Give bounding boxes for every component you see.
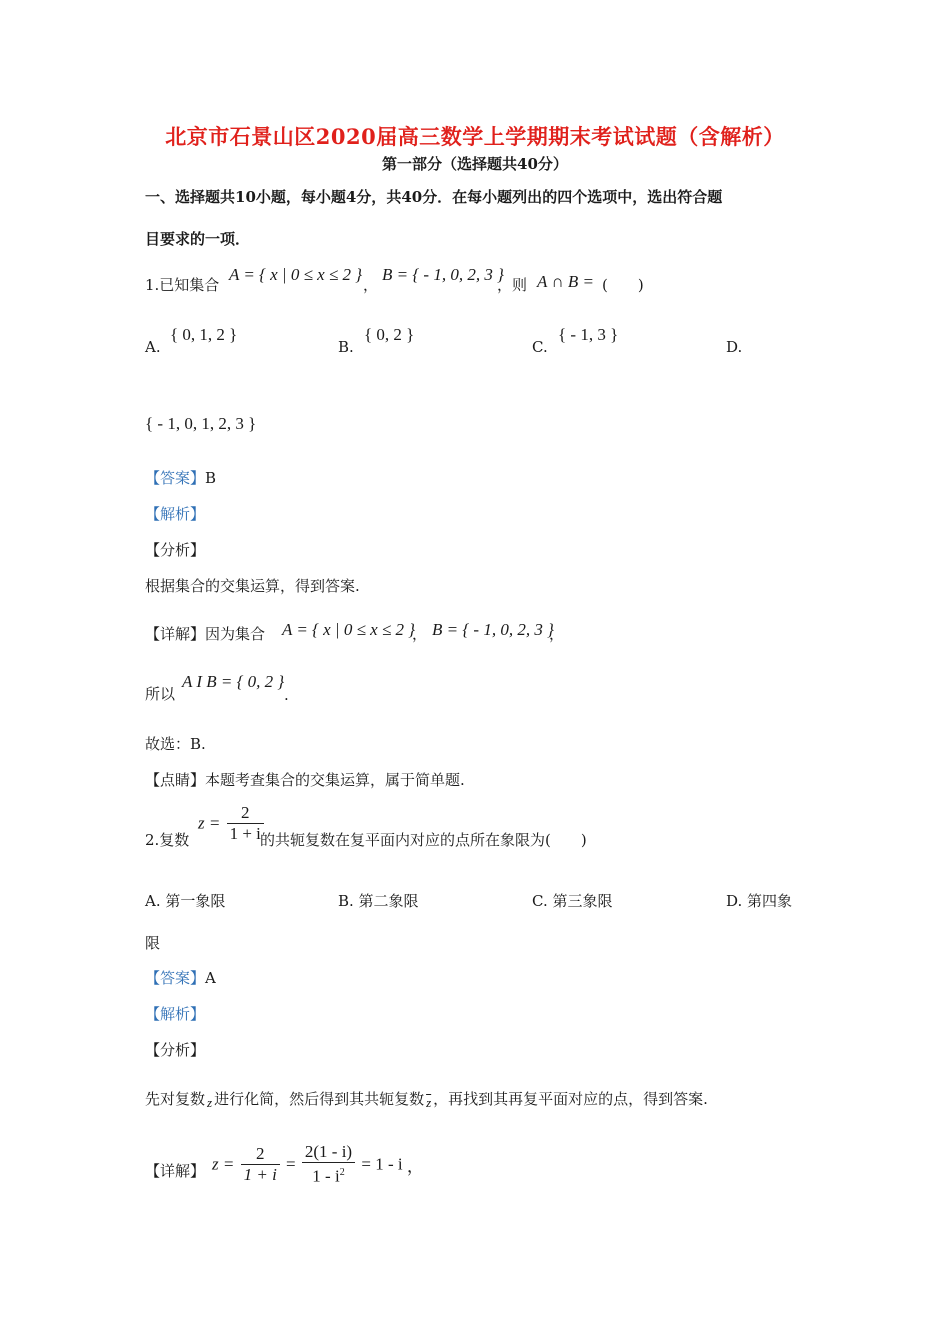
q2-detail-fraction-2 <box>302 1142 355 1187</box>
q2-option-c: C. 第三象限 <box>532 892 613 910</box>
q1-option-d-value: { - 1, 0, 1, 2, 3 } <box>145 414 257 433</box>
q2-answer-tag: 【答案】 <box>145 969 206 987</box>
q2-fenxi-text <box>145 1088 708 1111</box>
q1-detail-tag: 【详解】 <box>145 625 206 643</box>
q2-detail-end: ， <box>406 1156 424 1176</box>
q1-detail-text: 因为集合 <box>205 625 266 643</box>
q1-choose: 故选：B. <box>145 735 206 753</box>
q2-answer-value: A <box>205 969 216 987</box>
q2-detail-fraction-2-denominator-base: 1 - i <box>312 1166 340 1186</box>
q2-fenxi-zbar: $\overline{z}$ <box>426 1095 432 1110</box>
section-heading-line2: 目要求的一项． <box>145 230 251 248</box>
q2-option-b: B. 第二象限 <box>338 892 419 910</box>
q1-detail-comma: ， <box>412 625 428 643</box>
q1-option-b-value: { 0, 2 } <box>364 325 415 344</box>
q2-fenxi-part1: 先对复数 <box>145 1090 206 1108</box>
q1-paren: ( ) <box>602 276 644 294</box>
q2-fraction-numerator: 2 <box>227 803 264 824</box>
document-title: 北京市石景山区2020届高三数学上学期期末考试试题（含解析） <box>165 124 785 149</box>
q1-fenxi-text: 根据集合的交集运算，得到答案. <box>145 577 360 595</box>
q2-option-a: A. 第一象限 <box>145 892 226 910</box>
q1-comment-tag: 【点睛】 <box>145 771 206 789</box>
q1-option-c-label: C. <box>532 338 548 356</box>
q2-detail-fraction-2-numerator: 2(1 - i) <box>302 1142 355 1163</box>
q2-fenxi-tag: 【分析】 <box>145 1041 206 1059</box>
q1-comment <box>145 769 465 790</box>
q1-answer-value: B <box>205 469 217 487</box>
q2-answer <box>145 967 216 988</box>
q1-option-c-value: { - 1, 3 } <box>558 325 619 344</box>
q2-option-d-continued: 限 <box>145 934 161 952</box>
q1-answer-tag: 【答案】 <box>145 469 206 487</box>
q2-fenxi-z: z <box>207 1095 213 1110</box>
q2-detail-fraction-2-denominator <box>302 1163 355 1187</box>
q1-detail-set-b: B = { - 1, 0, 2, 3 } <box>432 620 554 639</box>
q2-detail-formula <box>212 1142 424 1187</box>
q2-detail-tag: 【详解】 <box>145 1162 206 1180</box>
q1-then: ，则 <box>497 276 528 294</box>
q1-option-b-label: B. <box>338 338 354 356</box>
q1-answer <box>145 467 216 488</box>
q2-fraction-denominator: 1 + i <box>229 824 261 843</box>
q2-formula <box>198 803 266 844</box>
q2-fenxi-part3: ，再找到其再复平面对应的点，得到答案. <box>433 1090 708 1108</box>
q1-comment-text: 本题考查集合的交集运算，属于简单题. <box>205 771 465 789</box>
part-subtitle: 第一部分（选择题共40分） <box>382 155 568 173</box>
q2-jiexi-tag: 【解析】 <box>145 1005 206 1023</box>
q2-detail-result: = 1 - i <box>361 1154 403 1174</box>
q1-option-a-value: { 0, 1, 2 } <box>170 325 238 344</box>
q1-set-b: B = { - 1, 0, 2, 3 } <box>382 265 504 284</box>
q1-expression: A ∩ B = <box>537 272 594 291</box>
q1-result-expression: A I B = { 0, 2 } <box>182 672 285 691</box>
q2-prefix: 2.复数 <box>145 831 190 849</box>
q2-fenxi-part2: 进行化简，然后得到其共轭复数 <box>214 1090 425 1108</box>
q1-set-a: A = { x | 0 ≤ x ≤ 2 } <box>229 265 363 284</box>
q2-detail-fraction-1 <box>241 1144 280 1185</box>
q2-detail-lhs: z = <box>212 1154 235 1174</box>
q2-stem-text: 的共轭复数在复平面内对应的点所在象限为( ) <box>260 831 587 849</box>
q2-detail-exponent: 2 <box>339 1167 345 1178</box>
q2-detail-equals: = <box>286 1154 296 1174</box>
q1-fenxi-tag: 【分析】 <box>145 541 206 559</box>
q1-comma: ， <box>363 276 379 294</box>
q1-jiexi-tag: 【解析】 <box>145 505 206 523</box>
q2-detail-fraction-1-numerator: 2 <box>241 1144 280 1165</box>
q2-fraction <box>227 803 264 844</box>
q1-detail <box>145 623 265 644</box>
q1-detail-end: ， <box>549 625 565 643</box>
q1-result-prefix: 所以 <box>145 685 176 703</box>
q2-z-lhs: z = <box>198 813 221 833</box>
q1-stem <box>145 274 219 295</box>
q2-option-d: D. 第四象 <box>726 892 793 910</box>
q1-option-d-label: D. <box>726 338 743 356</box>
q1-prefix: 1.已知集合 <box>145 276 220 294</box>
section-heading-line1: 一、选择题共10小题，每小题4分，共40分．在每小题列出的四个选项中，选出符合题 <box>145 188 723 206</box>
q1-result-end: . <box>284 686 289 704</box>
q1-detail-set-a: A = { x | 0 ≤ x ≤ 2 } <box>282 620 416 639</box>
q2-detail-fraction-1-denominator: 1 + i <box>243 1164 277 1184</box>
q1-option-a-label: A. <box>145 338 161 356</box>
